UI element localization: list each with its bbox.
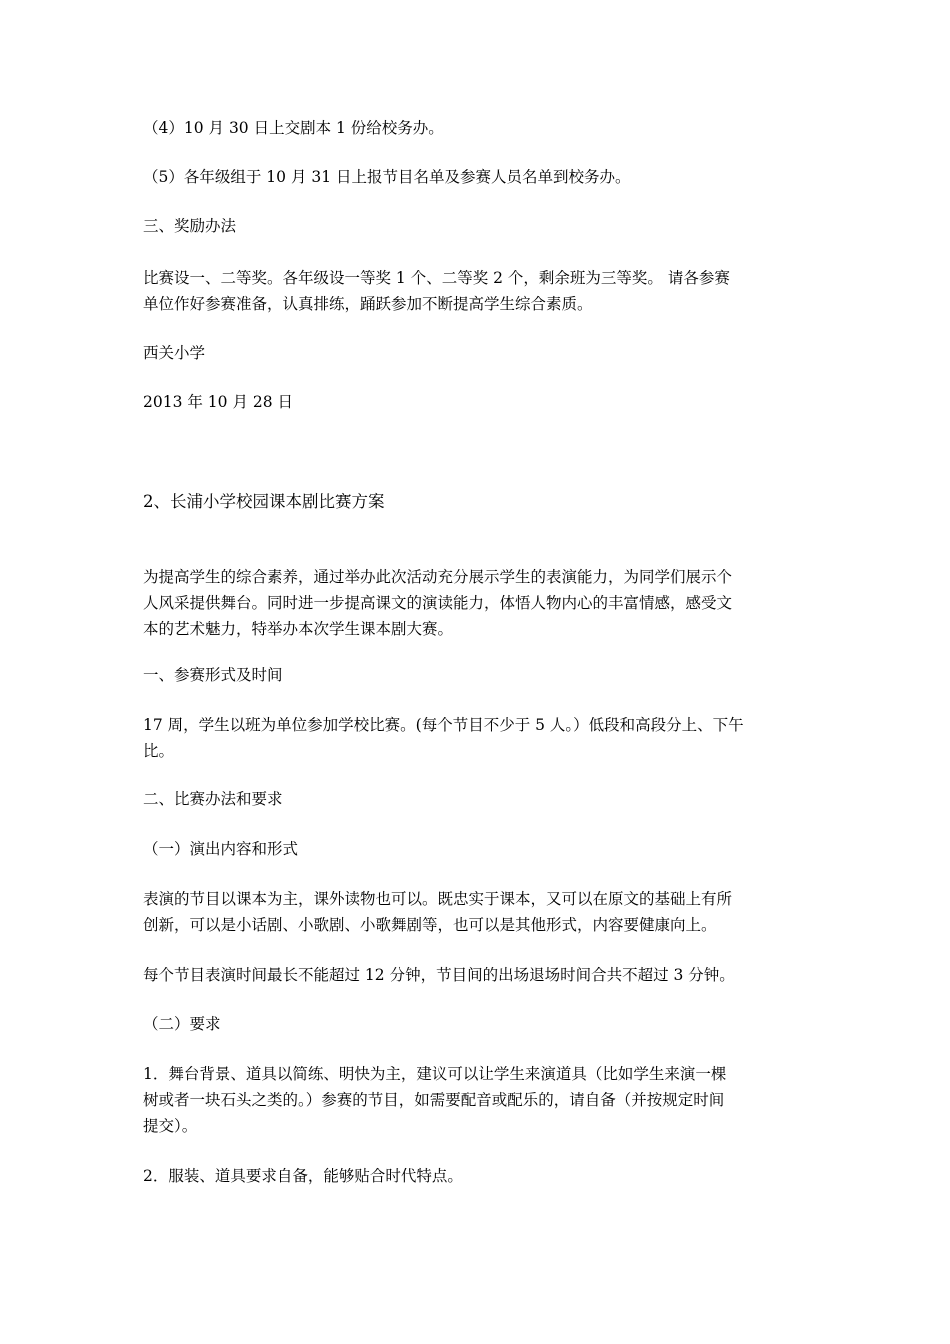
intro-paragraph-line-3: 本的艺术魅力，特举办本次学生课本剧大赛。: [143, 620, 454, 638]
section-heading-format-time: 一、参赛形式及时间: [143, 666, 283, 684]
intro-paragraph-line-1: 为提高学生的综合素养，通过举办此次活动充分展示学生的表演能力，为同学们展示个: [143, 568, 733, 586]
time-limit-paragraph: 每个节目表演时间最长不能超过 12 分钟，节目间的出场退场时间合共不超过 3 分钟。: [143, 966, 735, 984]
subheading-content-form: （一）演出内容和形式: [143, 840, 299, 858]
requirement-1-line-3: 提交）。: [143, 1117, 198, 1135]
section-heading-awards: 三、奖励办法: [143, 217, 237, 235]
section-heading-rules: 二、比赛办法和要求: [143, 790, 283, 808]
document-title-changpu: 2、长浦小学校园课本剧比赛方案: [143, 492, 385, 511]
awards-paragraph-line-1: 比赛设一、二等奖。各年级设一等奖 1 个、二等奖 2 个，剩余班为三等奖。 请各参赛: [143, 269, 730, 287]
item-4-submit-script: （4）10 月 30 日上交剧本 1 份给校务办。: [143, 119, 444, 137]
format-paragraph-line-1: 17 周，学生以班为单位参加学校比赛。(每个节目不少于 5 人。）低段和高段分上、下午: [143, 716, 744, 734]
subheading-requirements: （二）要求: [143, 1015, 221, 1033]
format-paragraph-line-2: 比。: [143, 742, 175, 760]
intro-paragraph-line-2: 人风采提供舞台。同时进一步提高课文的演读能力，体悟人物内心的丰富情感，感受文: [143, 594, 733, 612]
requirement-2: 2．服装、道具要求自备，能够贴合时代特点。: [143, 1167, 463, 1185]
requirement-1-line-1: 1．舞台背景、道具以简练、明快为主，建议可以让学生来演道具（比如学生来演一棵: [143, 1065, 727, 1083]
content-paragraph-line-1: 表演的节目以课本为主，课外读物也可以。既忠实于课本，又可以在原文的基础上有所: [143, 890, 733, 908]
requirement-1-line-2: 树或者一块石头之类的。）参赛的节目，如需要配音或配乐的，请自备（并按规定时间: [143, 1091, 725, 1109]
item-5-report-list: （5）各年级组于 10 月 31 日上报节目名单及参赛人员名单到校务办。: [143, 168, 631, 186]
signature-school: 西关小学: [143, 344, 206, 362]
content-paragraph-line-2: 创新，可以是小话剧、小歌剧、小歌舞剧等，也可以是其他形式，内容要健康向上。: [143, 916, 717, 934]
signature-date: 2013 年 10 月 28 日: [143, 393, 294, 411]
awards-paragraph-line-2: 单位作好参赛准备，认真排练，踊跃参加不断提高学生综合素质。: [143, 295, 593, 313]
